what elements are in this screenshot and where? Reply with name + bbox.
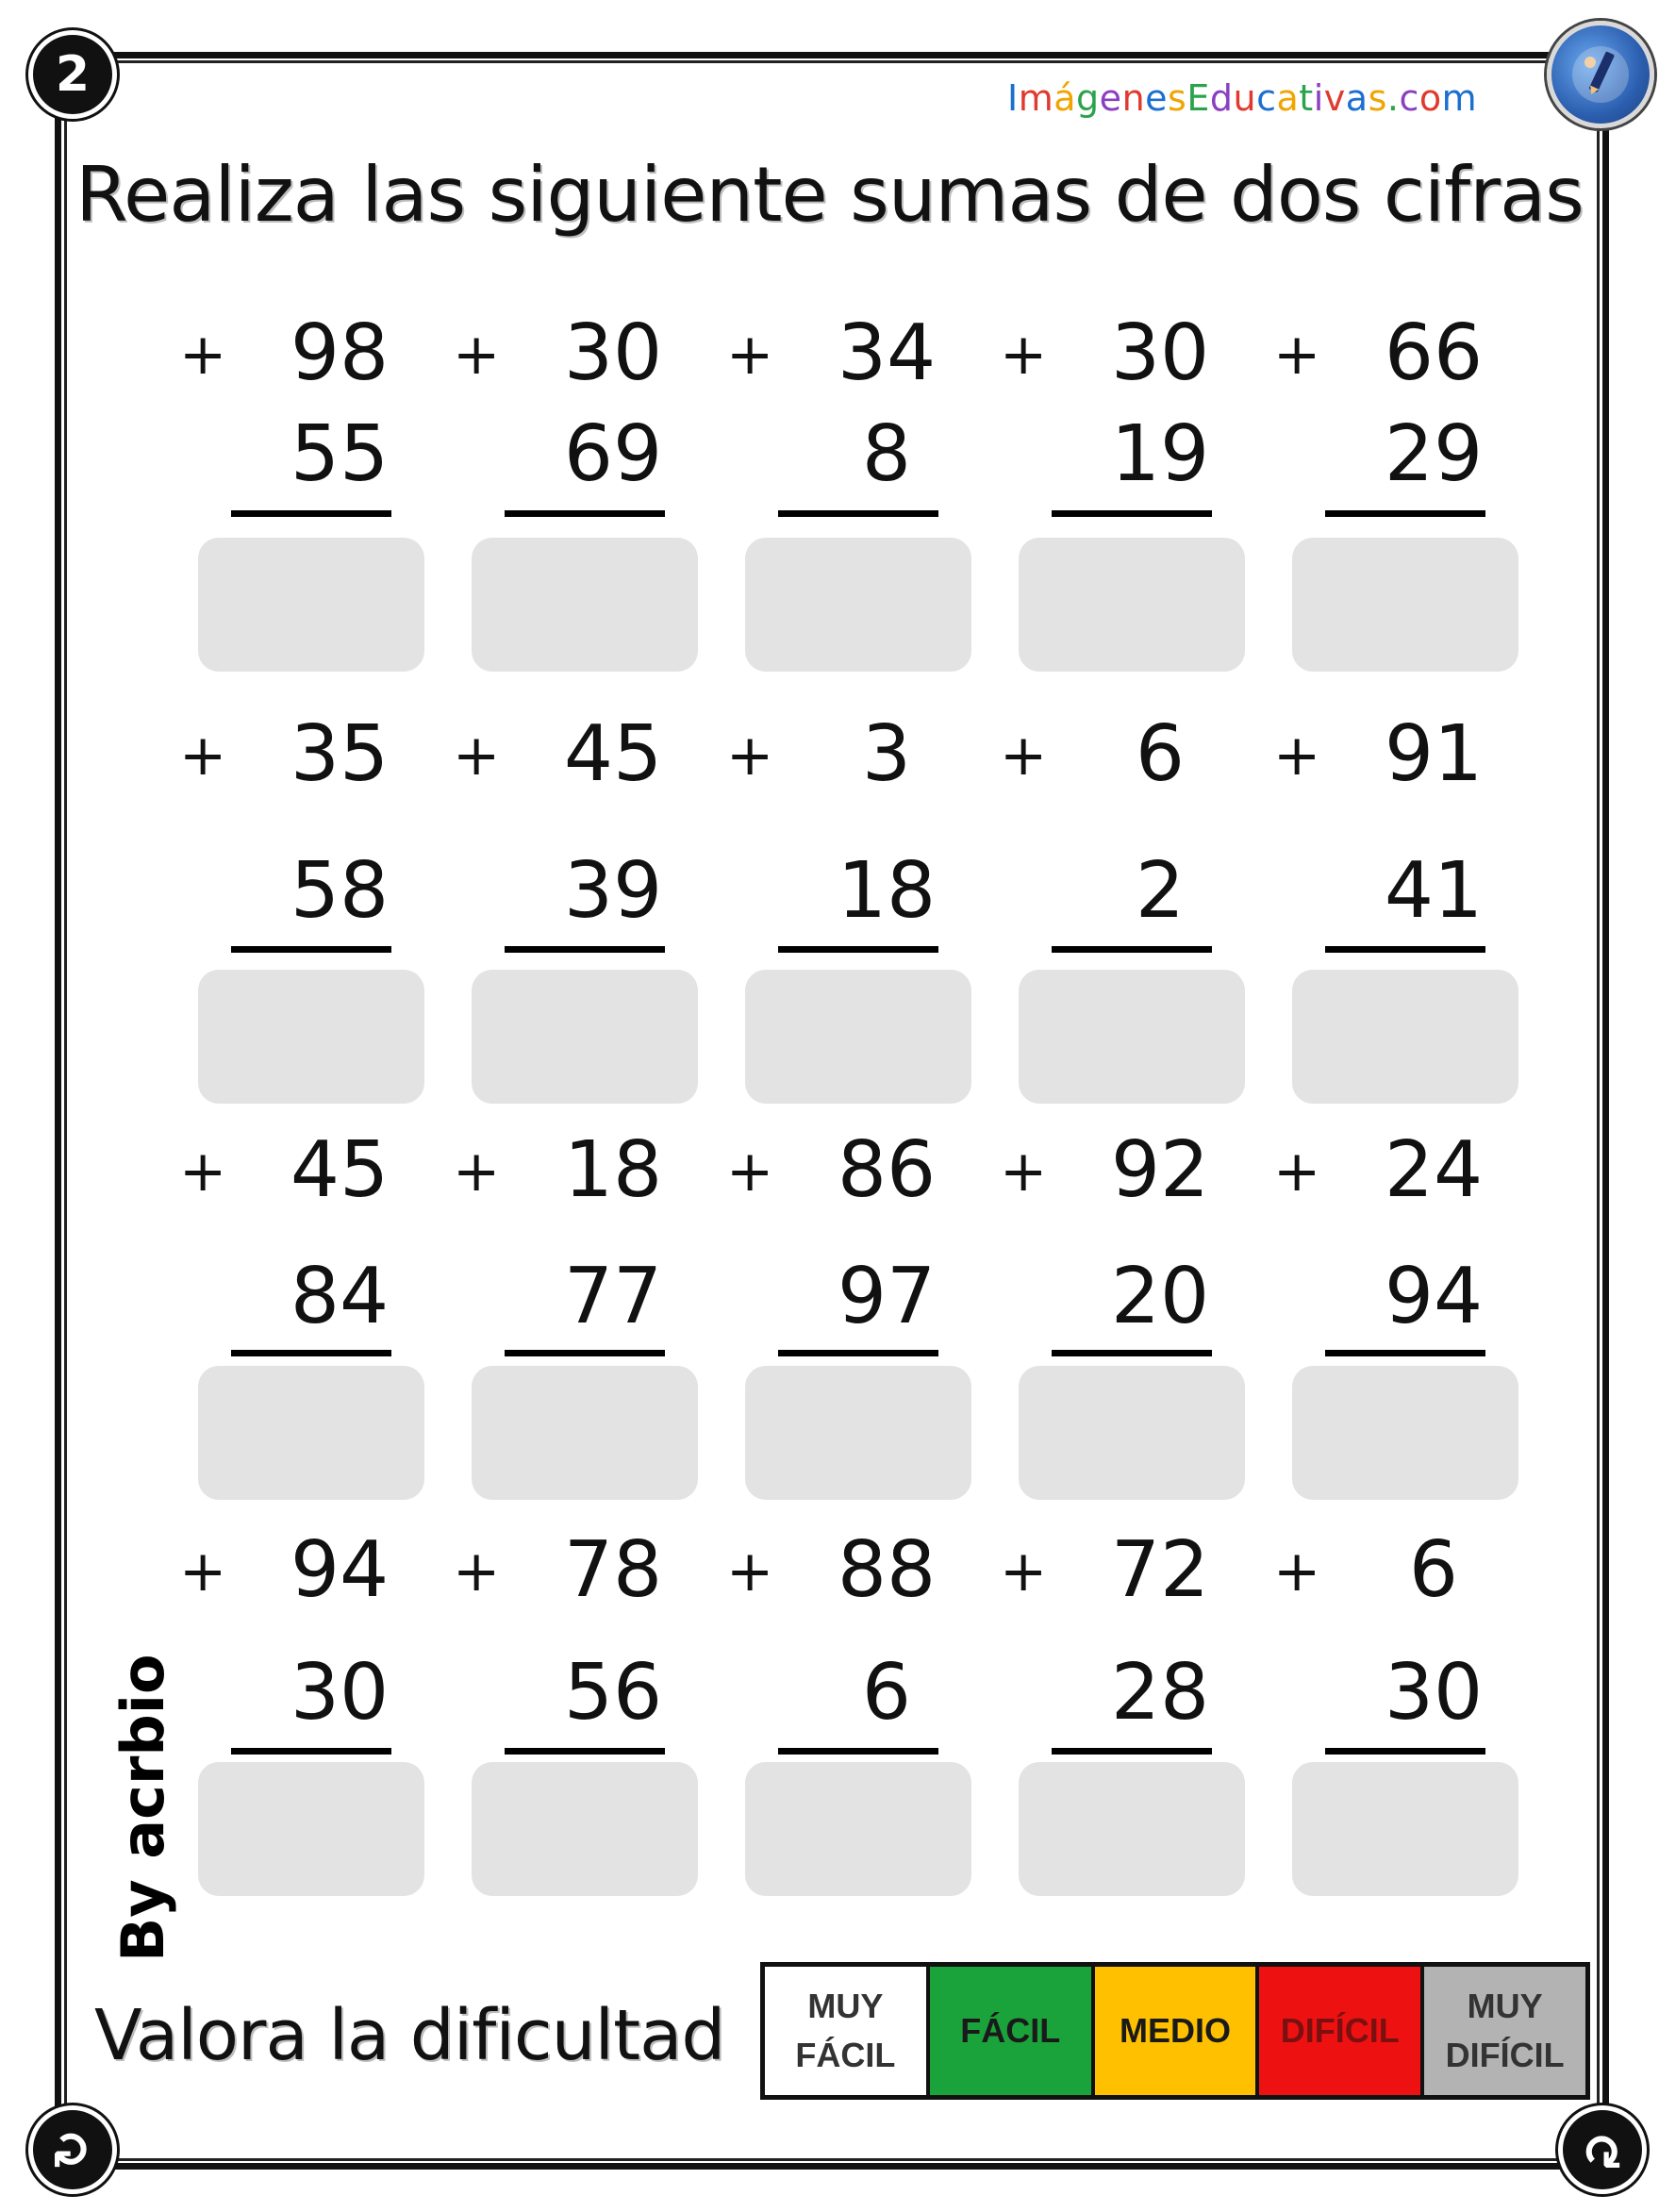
addend-top: 86 [837, 1125, 937, 1215]
plus-sign: + [1273, 322, 1321, 388]
answer-box[interactable] [198, 538, 424, 672]
addition-problem [726, 1525, 990, 1905]
addend-bottom: 56 [563, 1648, 663, 1738]
addend-bottom: 69 [563, 409, 663, 499]
difficulty-option[interactable]: MUY FÁCIL [765, 1967, 930, 2095]
addition-problem [179, 308, 443, 689]
answer-box[interactable] [745, 970, 971, 1104]
answer-box[interactable] [1019, 1762, 1245, 1896]
addend-top: 6 [1135, 709, 1186, 799]
sum-line [231, 946, 391, 953]
sum-line [1052, 1350, 1212, 1356]
addition-problem [1000, 1125, 1264, 1505]
answer-box[interactable] [472, 1762, 698, 1896]
addition-problem [1273, 308, 1537, 689]
answer-box[interactable] [198, 970, 424, 1104]
plus-sign: + [1000, 322, 1048, 388]
pencil-figure-logo-icon [1547, 21, 1654, 128]
sum-line [778, 1748, 938, 1755]
answer-box[interactable] [745, 1366, 971, 1500]
sum-line [778, 510, 938, 517]
addend-bottom: 77 [563, 1252, 663, 1341]
addition-problem [453, 308, 717, 689]
addend-bottom: 84 [290, 1252, 390, 1341]
addend-bottom: 58 [290, 846, 390, 936]
plus-sign: + [726, 1538, 774, 1605]
addend-bottom: 97 [837, 1252, 937, 1341]
plus-sign: + [179, 322, 227, 388]
page-corner-label: 2 [55, 46, 91, 103]
plus-sign: + [179, 723, 227, 789]
plus-sign: + [1273, 723, 1321, 789]
plus-sign: + [1273, 1139, 1321, 1205]
addend-top: 88 [837, 1525, 937, 1615]
curl-arrow-icon: ↻ [1558, 2105, 1647, 2194]
addition-problem [1273, 1125, 1537, 1505]
addition-problem [1000, 308, 1264, 689]
addition-problem [453, 1525, 717, 1905]
addend-bottom: 6 [861, 1648, 912, 1738]
sum-line [1052, 1748, 1212, 1755]
addend-bottom: 39 [563, 846, 663, 936]
addend-top: 94 [290, 1525, 390, 1615]
addend-top: 98 [290, 308, 390, 398]
answer-box[interactable] [1019, 538, 1245, 672]
addend-bottom: 8 [861, 409, 912, 499]
addend-top: 92 [1110, 1125, 1210, 1215]
plus-sign: + [453, 1538, 501, 1605]
sum-line [505, 1350, 665, 1356]
sum-line [778, 1350, 938, 1356]
plus-sign: + [726, 322, 774, 388]
addend-bottom: 30 [1384, 1648, 1484, 1738]
addend-bottom: 55 [290, 409, 390, 499]
addition-problem [453, 1125, 717, 1505]
answer-box[interactable] [1019, 1366, 1245, 1500]
plus-sign: + [1000, 723, 1048, 789]
page-title: Realiza las siguiente sumas de dos cifras [75, 151, 1584, 239]
sum-line [505, 946, 665, 953]
plus-sign: + [453, 723, 501, 789]
answer-box[interactable] [745, 538, 971, 672]
answer-box[interactable] [1019, 970, 1245, 1104]
answer-box[interactable] [1292, 970, 1518, 1104]
plus-sign: + [453, 322, 501, 388]
addend-bottom: 18 [837, 846, 937, 936]
addition-problem [1000, 1525, 1264, 1905]
addend-top: 45 [290, 1125, 390, 1215]
plus-sign: + [453, 1139, 501, 1205]
addition-problem [726, 709, 990, 1089]
sum-line [778, 946, 938, 953]
sum-line [231, 1350, 391, 1356]
plus-sign: + [726, 1139, 774, 1205]
addend-top: 18 [563, 1125, 663, 1215]
sum-line [1052, 510, 1212, 517]
answer-box[interactable] [1292, 538, 1518, 672]
addend-bottom: 29 [1384, 409, 1484, 499]
sum-line [231, 1748, 391, 1755]
plus-sign: + [179, 1139, 227, 1205]
addend-top: 91 [1384, 709, 1484, 799]
addition-problem [179, 1525, 443, 1905]
sum-line [1325, 510, 1485, 517]
sum-line [1325, 946, 1485, 953]
difficulty-option[interactable]: DIFÍCIL [1259, 1967, 1424, 2095]
addend-bottom: 94 [1384, 1252, 1484, 1341]
plus-sign: + [726, 723, 774, 789]
answer-box[interactable] [745, 1762, 971, 1896]
addend-top: 34 [837, 308, 937, 398]
curl-arrow-icon [28, 30, 117, 119]
addend-top: 6 [1408, 1525, 1459, 1615]
addition-problem [1273, 1525, 1537, 1905]
addition-problem [453, 709, 717, 1089]
addition-problem [179, 709, 443, 1089]
answer-box[interactable] [472, 970, 698, 1104]
plus-sign: + [1000, 1139, 1048, 1205]
addend-bottom: 19 [1110, 409, 1210, 499]
sum-line [1325, 1350, 1485, 1356]
addend-top: 72 [1110, 1525, 1210, 1615]
curl-arrow-icon: ↻ [28, 2105, 117, 2194]
addend-top: 3 [861, 709, 912, 799]
plus-sign: + [1000, 1538, 1048, 1605]
difficulty-rating-scale [760, 1962, 1590, 2100]
plus-sign: + [1273, 1538, 1321, 1605]
sum-line [1052, 946, 1212, 953]
addend-top: 45 [563, 709, 663, 799]
addend-top: 78 [563, 1525, 663, 1615]
addition-problem [726, 308, 990, 689]
sum-line [505, 510, 665, 517]
addend-bottom: 2 [1135, 846, 1186, 936]
addition-problem [726, 1125, 990, 1505]
addend-bottom: 28 [1110, 1648, 1210, 1738]
addend-bottom: 20 [1110, 1252, 1210, 1341]
sum-line [1325, 1748, 1485, 1755]
addition-problem [1273, 709, 1537, 1089]
addend-bottom: 30 [290, 1648, 390, 1738]
addend-top: 66 [1384, 308, 1484, 398]
answer-box[interactable] [1292, 1762, 1518, 1896]
addition-problem [179, 1125, 443, 1505]
addend-top: 24 [1384, 1125, 1484, 1215]
difficulty-option[interactable]: FÁCIL [930, 1967, 1095, 2095]
difficulty-label: Valora la dificultad [94, 1995, 725, 2076]
addition-problem [1000, 709, 1264, 1089]
answer-box[interactable] [472, 1366, 698, 1500]
answer-box[interactable] [198, 1366, 424, 1500]
addend-top: 30 [563, 308, 663, 398]
difficulty-option[interactable]: MUY DIFÍCIL [1424, 1967, 1585, 2095]
sum-line [231, 510, 391, 517]
answer-box[interactable] [472, 538, 698, 672]
addend-bottom: 41 [1384, 846, 1484, 936]
plus-sign: + [179, 1538, 227, 1605]
author-byline: By acrbio [108, 1654, 177, 1962]
brand-logo-text: ImágenesEducativas.com [1007, 77, 1478, 119]
answer-box[interactable] [198, 1762, 424, 1896]
answer-box[interactable] [1292, 1366, 1518, 1500]
addend-top: 35 [290, 709, 390, 799]
addend-top: 30 [1110, 308, 1210, 398]
difficulty-option[interactable]: MEDIO [1095, 1967, 1260, 2095]
sum-line [505, 1748, 665, 1755]
